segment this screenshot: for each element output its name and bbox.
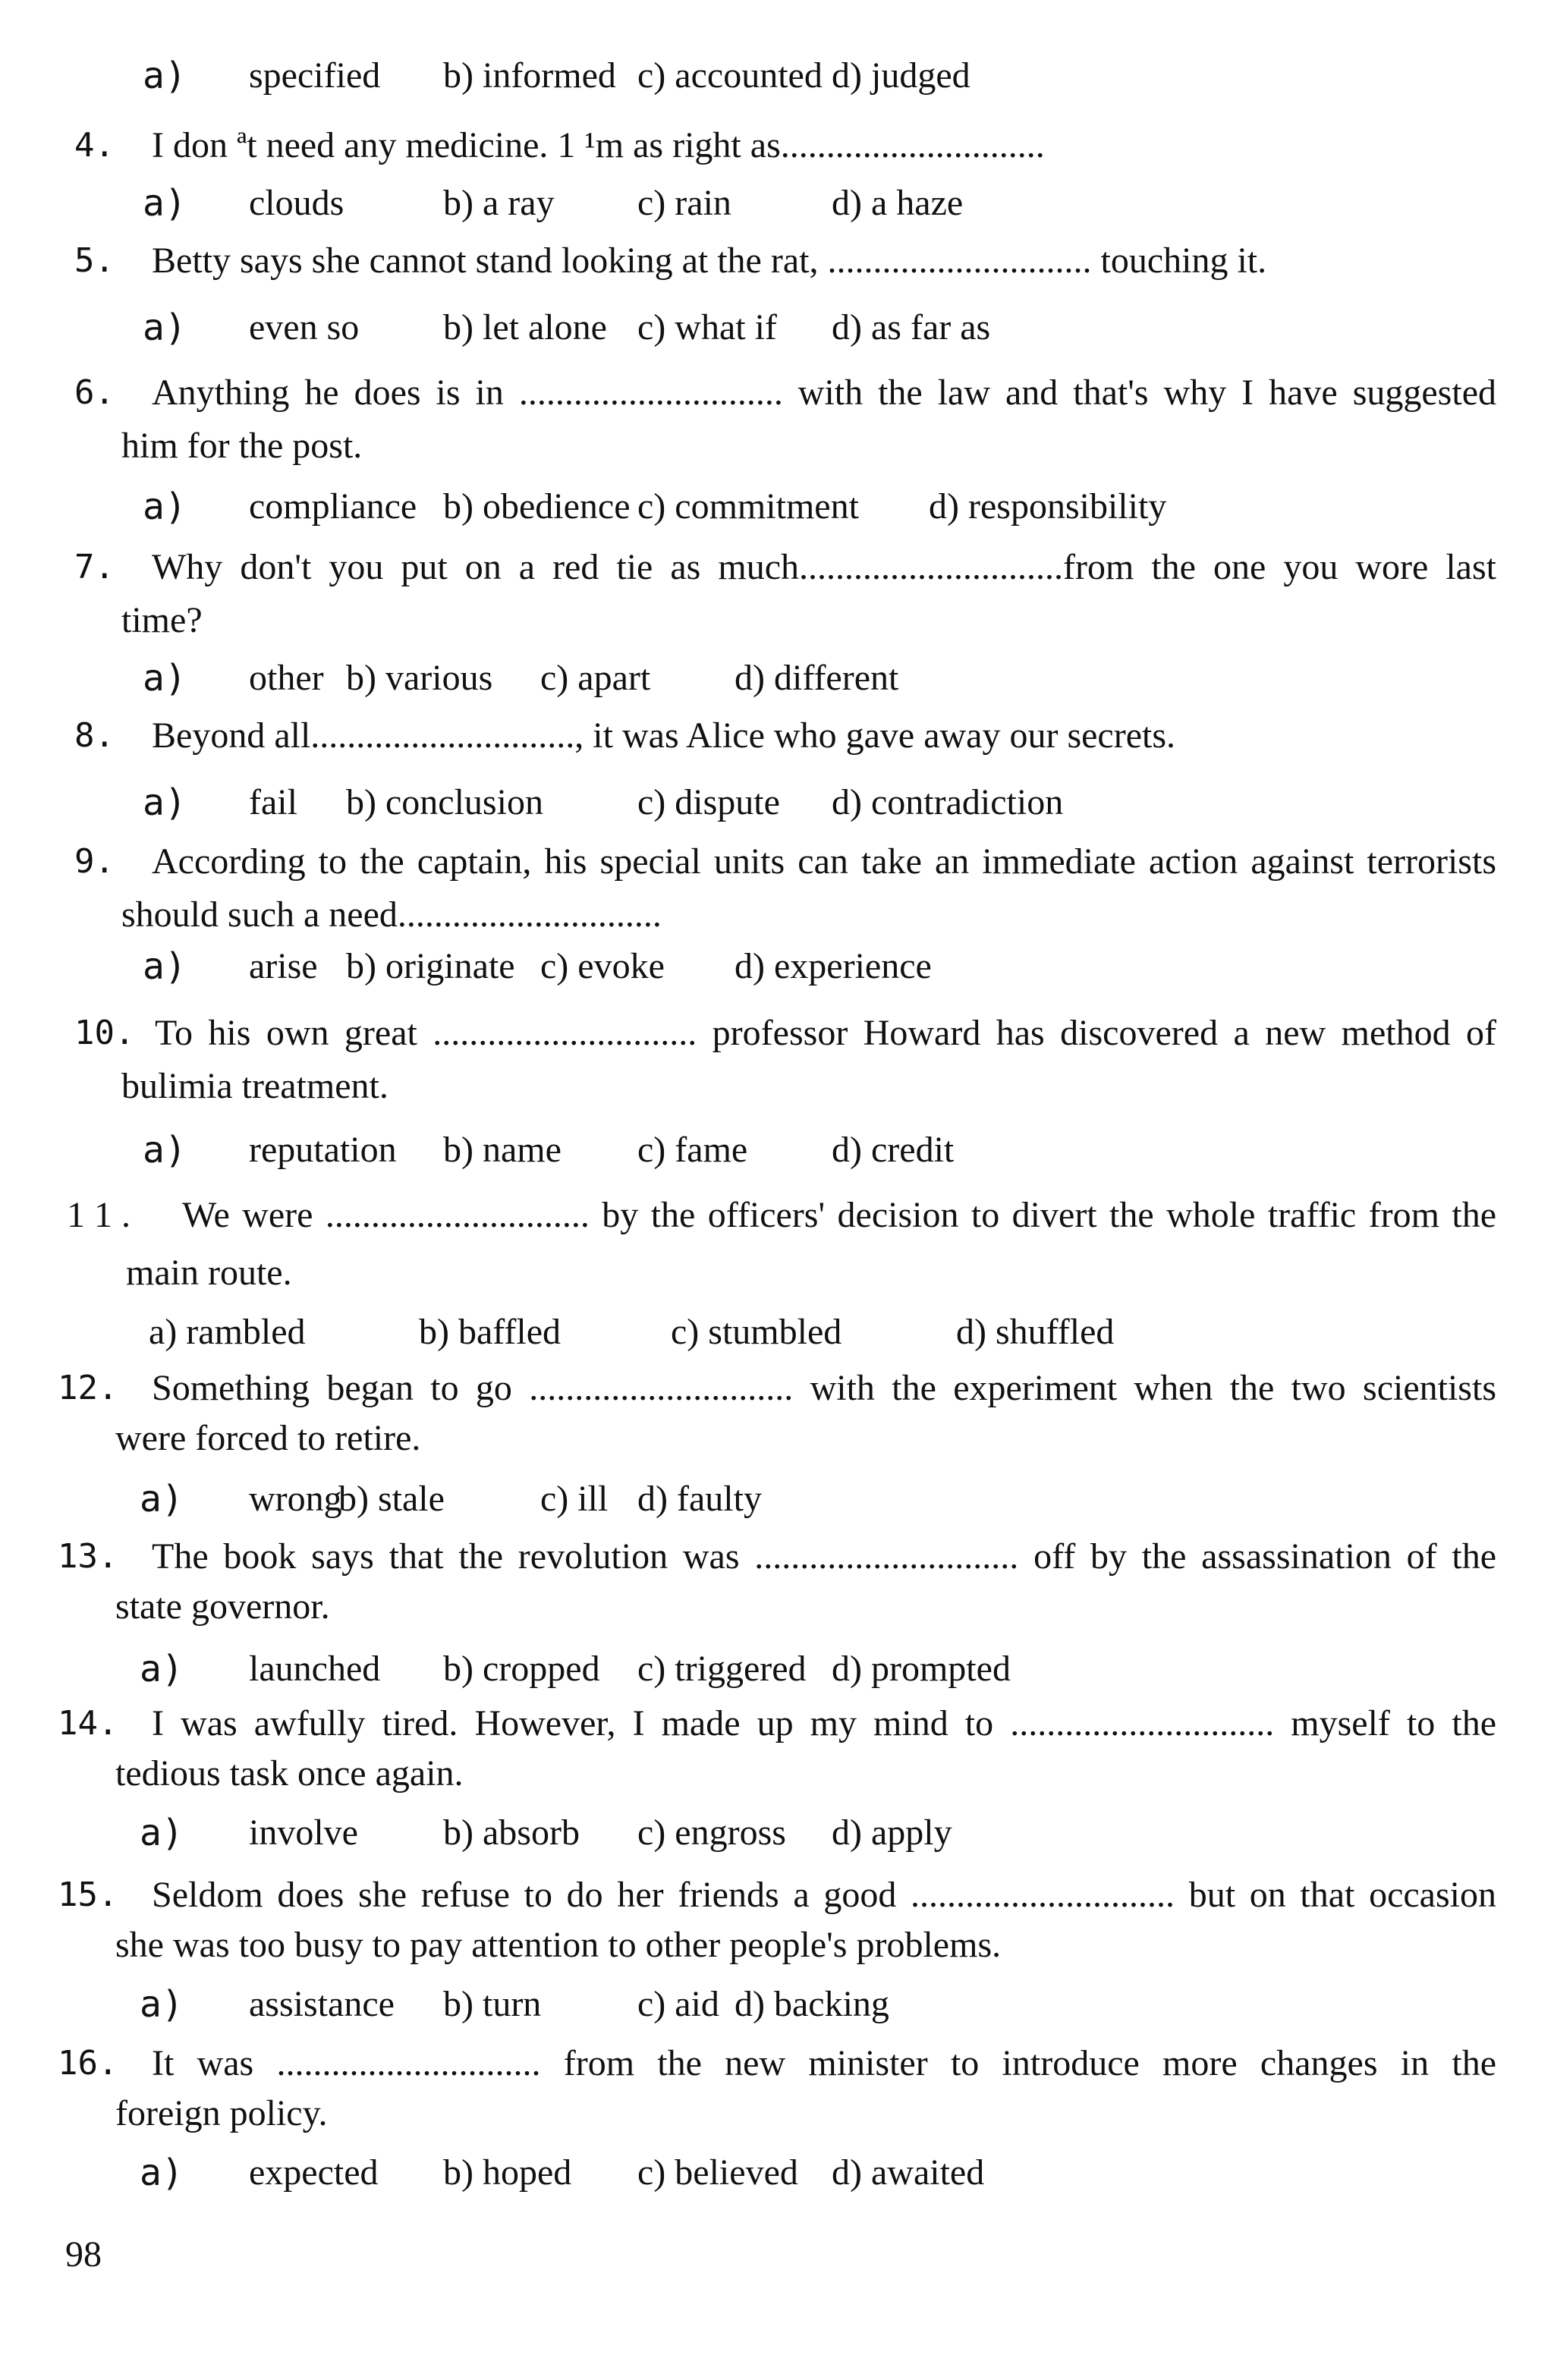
q10-option-c: c) fame <box>637 1130 748 1170</box>
q3-option-a: specified <box>249 55 381 96</box>
q6-option-d: d) responsibility <box>929 486 1167 527</box>
q13-question-line2: state governor. <box>115 1586 330 1627</box>
q15-option-a: assistance <box>249 1984 395 2024</box>
q9-option-a: arise <box>249 946 318 986</box>
q5-option-a-label: a) <box>143 307 187 349</box>
q15-question-line2: she was too busy to pay attention to other people's problems. <box>115 1925 1002 1965</box>
q9-option-c: c) evoke <box>540 946 665 986</box>
q3-option-c: c) accounted <box>637 55 823 96</box>
q5-option-b: b) let alone <box>443 307 607 347</box>
q13-number: 13. <box>58 1537 118 1576</box>
q8-option-c: c) dispute <box>637 782 780 822</box>
q10-option-a: reputation <box>249 1130 397 1170</box>
q5-option-a: even so <box>249 307 360 347</box>
q16-option-c: c) believed <box>637 2152 798 2193</box>
q9-question-line1: According to the captain, his special units can take an immediate action against terrorists <box>152 841 1496 882</box>
q7-question-line1: Why don't you put on a red tie as much.............................from the one you wore last <box>152 547 1496 587</box>
q14-number: 14. <box>58 1704 118 1743</box>
q7-option-a-label: a) <box>143 657 187 700</box>
q6-number: 6. <box>74 373 115 412</box>
q6-option-c: c) commitment <box>637 486 859 527</box>
q10-question-line1: To his own great ............................. professor Howard has discovered a new method of <box>155 1013 1496 1053</box>
q14-option-d: d) apply <box>832 1813 952 1853</box>
q6-option-b: b) obedience <box>443 486 631 527</box>
q8-option-a-label: a) <box>143 781 187 824</box>
q14-option-a: involve <box>249 1813 358 1853</box>
q16-option-d: d) awaited <box>832 2152 985 2193</box>
q12-question-line1: Something began to go ............................. with the experiment when the two scientists <box>152 1368 1496 1408</box>
q16-option-b: b) hoped <box>443 2152 572 2193</box>
q10-option-d: d) credit <box>832 1130 955 1170</box>
q3-option-d: d) judged <box>832 55 970 96</box>
q5-option-d: d) as far as <box>832 307 991 347</box>
q11-option-d: d) shuffled <box>956 1312 1115 1352</box>
q6-option-a-label: a) <box>143 486 187 528</box>
q12-option-a-label: a) <box>140 1478 184 1520</box>
q7-option-b: b) various <box>346 658 493 698</box>
q13-option-d: d) prompted <box>832 1649 1011 1689</box>
q11-question-line1: We were ............................. by the officers' decision to divert the whole traffic from the <box>182 1195 1496 1235</box>
q14-option-c: c) engross <box>637 1813 786 1853</box>
q7-number: 7. <box>74 548 115 586</box>
q9-option-b: b) originate <box>346 946 515 986</box>
q3-option-a-label: a) <box>143 55 187 97</box>
q5-option-c: c) what if <box>637 307 777 347</box>
q15-question-line1: Seldom does she refuse to do her friends a good ............................. but on that occasion <box>152 1875 1496 1915</box>
q15-number: 15. <box>58 1875 118 1914</box>
q10-option-b: b) name <box>443 1130 562 1170</box>
page-number: 98 <box>65 2234 102 2275</box>
q12-option-b: b) stale <box>338 1479 445 1519</box>
q6-question-line1: Anything he does is in ............................. with the law and that's why I have suggested <box>152 373 1496 413</box>
q8-question: Beyond all............................., it was Alice who gave away our secrets. <box>152 715 1176 756</box>
q13-option-a: launched <box>249 1649 381 1689</box>
q11-option-a: a) rambled <box>149 1312 306 1352</box>
q9-number: 9. <box>74 842 115 881</box>
q10-number: 10. <box>74 1014 135 1052</box>
q11-option-b: b) baffled <box>419 1312 562 1352</box>
q13-option-b: b) cropped <box>443 1649 600 1689</box>
q9-option-a-label: a) <box>143 945 187 988</box>
q12-option-a: wrong <box>249 1479 342 1519</box>
q11-question-line2: main route. <box>126 1253 292 1293</box>
q12-option-d: d) faulty <box>637 1479 762 1519</box>
q10-option-a-label: a) <box>143 1129 187 1171</box>
q6-option-a: compliance <box>249 486 417 527</box>
q8-option-a: fail <box>249 782 297 822</box>
q14-question-line1: I was awfully tired. However, I made up my mind to ............................. myself to the <box>152 1703 1496 1743</box>
q14-option-a-label: a) <box>140 1812 184 1854</box>
q8-option-d: d) contradiction <box>832 782 1064 822</box>
q7-option-a: other <box>249 658 324 698</box>
q11-number: 1 1 . <box>67 1195 131 1235</box>
q4-option-a: clouds <box>249 183 344 223</box>
q10-question-line2: bulimia treatment. <box>121 1066 388 1106</box>
q4-option-b: b) a ray <box>443 183 555 223</box>
q12-number: 12. <box>58 1369 118 1407</box>
q13-option-c: c) triggered <box>637 1649 807 1689</box>
q4-option-d: d) a haze <box>832 183 964 223</box>
q14-question-line2: tedious task once again. <box>115 1753 464 1794</box>
q7-option-d: d) different <box>735 658 899 698</box>
q13-option-a-label: a) <box>140 1648 184 1690</box>
q7-question-line2: time? <box>121 600 203 640</box>
q16-question-line2: foreign policy. <box>115 2093 328 2133</box>
q4-question: I don ªt need any medicine. 1 ¹m as right as............................. <box>152 125 1045 165</box>
q16-option-a-label: a) <box>140 2152 184 2194</box>
q16-option-a: expected <box>249 2152 379 2193</box>
q16-question-line1: It was ............................. from the new minister to introduce more changes in the <box>152 2043 1496 2083</box>
q6-question-line2: him for the post. <box>121 426 363 466</box>
q5-number: 5. <box>74 241 115 280</box>
q15-option-d: d) backing <box>735 1984 889 2024</box>
q14-option-b: b) absorb <box>443 1813 580 1853</box>
q4-option-c: c) rain <box>637 183 731 223</box>
q9-question-line2: should such a need............................. <box>121 894 662 935</box>
q16-number: 16. <box>58 2044 118 2083</box>
q7-option-c: c) apart <box>540 658 651 698</box>
q15-option-c: c) aid <box>637 1984 719 2024</box>
q11-option-c: c) stumbled <box>671 1312 842 1352</box>
q5-question: Betty says she cannot stand looking at the rat, ............................. touching it. <box>152 241 1267 281</box>
q13-question-line1: The book says that the revolution was ............................. off by the assassination of the <box>152 1536 1496 1577</box>
q4-number: 4. <box>74 126 115 165</box>
q15-option-a-label: a) <box>140 1983 184 2026</box>
q3-option-b: b) informed <box>443 55 616 96</box>
q8-option-b: b) conclusion <box>346 782 543 822</box>
q9-option-d: d) experience <box>735 946 932 986</box>
q8-number: 8. <box>74 716 115 755</box>
q4-option-a-label: a) <box>143 182 187 225</box>
q12-option-c: c) ill <box>540 1479 609 1519</box>
q15-option-b: b) turn <box>443 1984 542 2024</box>
q12-question-line2: were forced to retire. <box>115 1418 421 1458</box>
